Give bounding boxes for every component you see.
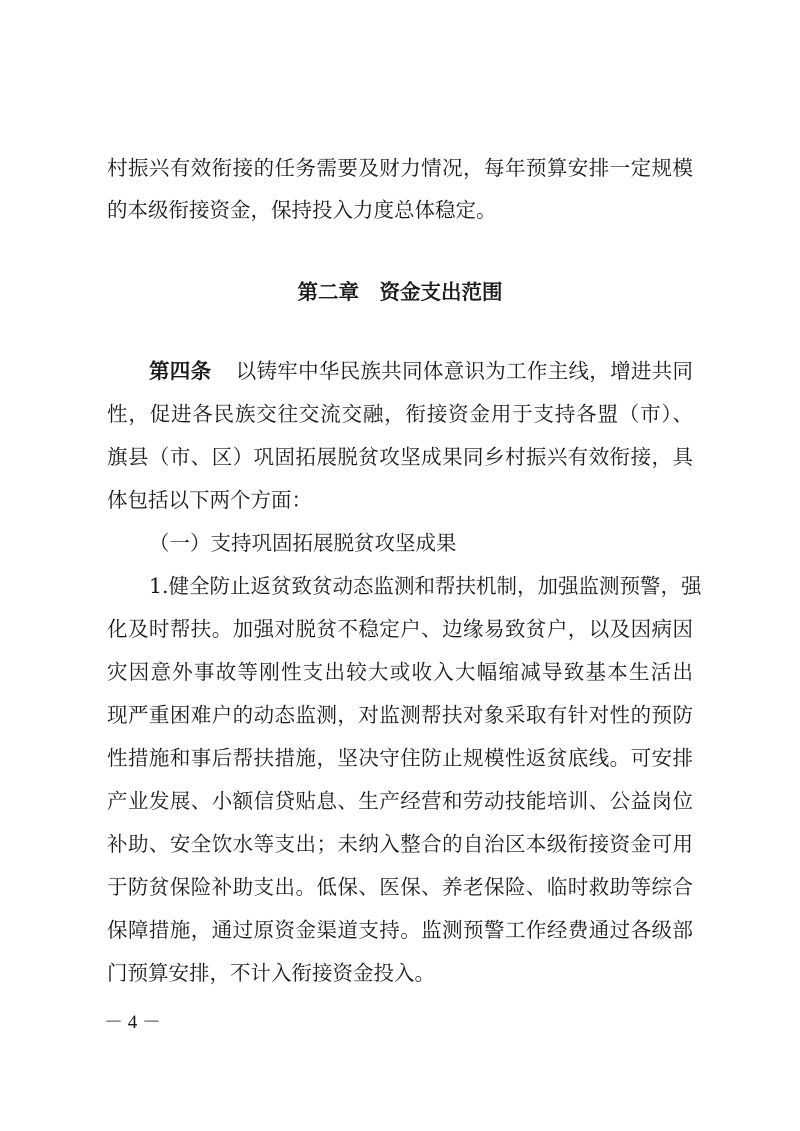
item-one-line-2: 化及时帮扶。加强对脱贫不稳定户、边缘易致贫户，以及因病因 bbox=[107, 617, 693, 641]
article-four-label: 第四条 bbox=[149, 359, 212, 383]
article-four-line-2: 性，促进各民族交往交流交融，衔接资金用于支持各盟（市）、 bbox=[107, 402, 693, 426]
article-four-text-1: 以铸牢中华民族共同体意识为工作主线，增进共同 bbox=[235, 359, 694, 383]
item-one-line-8: 于防贫保险补助支出。低保、医保、养老保险、临时救助等综合 bbox=[107, 875, 693, 899]
item-one-line-5: 性措施和事后帮扶措施，坚决守住防止规模性返贫底线。可安排 bbox=[107, 746, 693, 770]
article-four-line-3: 旗县（市、区）巩固拓展脱贫攻坚成果同乡村振兴有效衔接，具 bbox=[107, 445, 693, 469]
item-one-line-4: 现严重困难户的动态监测，对监测帮扶对象采取有针对性的预防 bbox=[107, 703, 693, 727]
section-one-heading: （一）支持巩固拓展脱贫攻坚成果 bbox=[149, 531, 457, 555]
item-one-line-1: 1.健全防止返贫致贫动态监测和帮扶机制，加强监测预警，强 bbox=[149, 574, 702, 598]
chapter-heading: 第二章 资金支出范围 bbox=[297, 280, 503, 304]
continuation-line-2: 的本级衔接资金，保持投入力度总体稳定。 bbox=[107, 198, 497, 222]
continuation-line-1: 村振兴有效衔接的任务需要及财力情况，每年预算安排一定规模 bbox=[107, 156, 693, 180]
item-one-line-7: 补助、安全饮水等支出；未纳入整合的自治区本级衔接资金可用 bbox=[107, 832, 693, 856]
item-one-line-3: 灾因意外事故等刚性支出较大或收入大幅缩减导致基本生活出 bbox=[107, 660, 693, 684]
item-one-line-9: 保障措施，通过原资金渠道支持。监测预警工作经费通过各级部 bbox=[107, 918, 693, 942]
page-number: － 4 － bbox=[104, 1012, 162, 1033]
article-four-line-4: 体包括以下两个方面： bbox=[107, 488, 312, 512]
item-one-line-6: 产业发展、小额信贷贴息、生产经营和劳动技能培训、公益岗位 bbox=[107, 789, 693, 813]
article-four-line-1 bbox=[149, 351, 693, 391]
item-one-line-10: 门预算安排，不计入衔接资金投入。 bbox=[107, 961, 435, 985]
